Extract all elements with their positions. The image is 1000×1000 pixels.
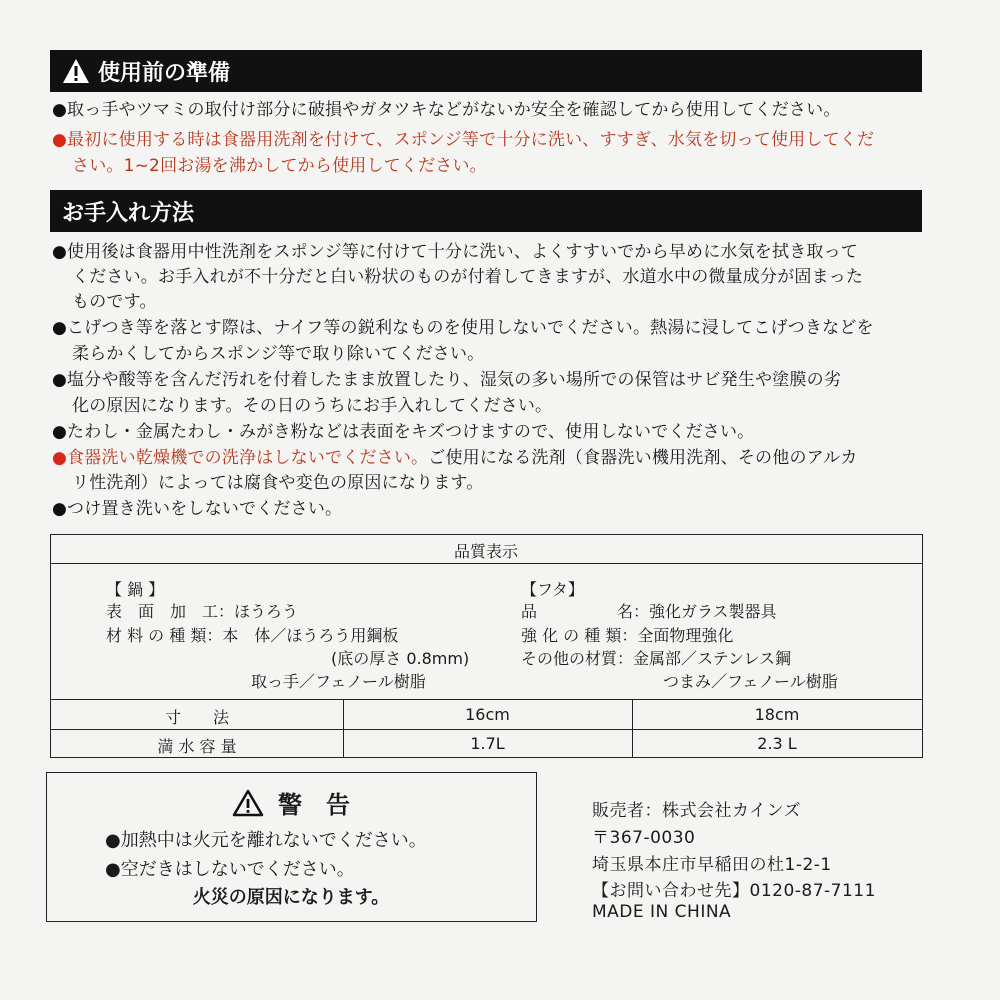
warning-title: 警 告 [278, 791, 350, 819]
seller-postcode: 〒367-0030 [592, 828, 696, 848]
bullet-icon: ● [52, 242, 68, 262]
warning-footer: 火災の原因になります。 [192, 887, 390, 908]
warning-title-row [47, 785, 535, 820]
pot-heading: 【 鍋 】 [106, 580, 165, 599]
size-18: 18cm [754, 705, 800, 724]
text-line: ●たわし・金属たわし・みがき粉などは表面をキズつけますので、使用しないでください。 [52, 422, 755, 442]
seller-address: 埼玉県本庄市早稲田の杜1-2-1 [592, 855, 832, 875]
warning-box [46, 772, 537, 922]
size-label: 寸 法 [164, 708, 229, 727]
lid-row: つまみ／フェノール樹脂 [663, 672, 838, 691]
text-line: ●塩分や酸等を含んだ汚れを付着したまま放置したり、湿気の多い場所での保管はサビ発生や塗膜の劣 [52, 370, 842, 390]
section-title: 使用前の準備 [98, 60, 231, 86]
text-line: ものです。 [72, 292, 157, 312]
seller-line: 販売者：株式会社カインズ [592, 801, 801, 821]
section-header-care [50, 190, 922, 232]
size-16: 16cm [465, 705, 510, 724]
bullet-icon: ● [52, 130, 68, 150]
text-line: ●使用後は食器用中性洗剤をスポンジ等に付けて十分に洗い、よくすすいでから早めに水気を拭き取って [52, 242, 858, 262]
quality-table [50, 534, 923, 758]
lid-heading: 【フタ】 [521, 580, 584, 599]
warning-triangle-icon [62, 58, 90, 84]
text-line: ください。お手入れが不十分だと白い粉状のものが付着してきますが、水道水中の微量成分が固まった [72, 267, 864, 287]
text-line: ●こげつき等を落とす際は、ナイフ等の鋭利なものを使用しないでください。熱湯に浸してこげつきなどを [52, 318, 874, 338]
pot-row: 取っ手／フェノール樹脂 [251, 672, 426, 691]
text-line: ●つけ置き洗いをしないでください。 [52, 499, 343, 519]
text-line: ●取っ手やツマミの取付け部分に破損やガタツキなどがないか安全を確認してから使用してください。 [52, 100, 841, 120]
capacity-16: 1.7L [470, 734, 505, 753]
lid-row: その他の材質：金属部／ステンレス鋼 [521, 649, 792, 668]
pot-row: 材 料 の 種 類：本 体／ほうろう用鋼板 [106, 626, 399, 645]
capacity-label: 満 水 容 量 [157, 737, 237, 756]
bullet-icon: ● [52, 448, 68, 468]
bullet-icon: ● [52, 100, 68, 120]
lid-row: 強 化 の 種 類：全面物理強化 [521, 626, 734, 645]
pot-row: (底の厚さ 0.8mm) [331, 649, 470, 668]
section-header-preparation [50, 50, 922, 92]
warning-line: ●加熱中は火元を離れないでください。 [105, 830, 427, 851]
quality-table-title: 品質表示 [453, 542, 518, 561]
bullet-icon: ● [52, 370, 68, 390]
text-line: ●食器洗い乾燥機での洗浄はしないでください。ご使用になる洗剤（食器洗い機用洗剤、その他のアルカ [52, 448, 858, 468]
bullet-icon: ● [52, 422, 68, 442]
lid-row: 品 名：強化ガラス製器具 [521, 602, 777, 621]
text-line: ●最初に使用する時は食器用洗剤を付けて、スポンジ等で十分に洗い、すすぎ、水気を切って使用してくだ [52, 130, 875, 150]
section-title: お手入れ方法 [62, 200, 195, 226]
capacity-18: 2.3 L [757, 734, 797, 753]
pot-row: 表 面 加 工：ほうろう [106, 602, 299, 621]
seller-contact: 【お問い合わせ先】0120-87-7111 [592, 881, 876, 901]
bullet-icon: ● [52, 499, 68, 519]
warning-triangle-icon [232, 789, 264, 817]
warning-line: ●空だきはしないでください。 [105, 859, 355, 880]
text-line: リ性洗剤）によっては腐食や変色の原因になります。 [72, 473, 484, 493]
text-line: 柔らかくしてからスポンジ等で取り除いてください。 [72, 344, 485, 364]
text-line: さい。1~2回お湯を沸かしてから使用してください。 [72, 156, 487, 176]
text-line: 化の原因になります。その日のうちにお手入れしてください。 [72, 396, 553, 416]
made-in: MADE IN CHINA [592, 902, 732, 922]
bullet-icon: ● [52, 318, 68, 338]
